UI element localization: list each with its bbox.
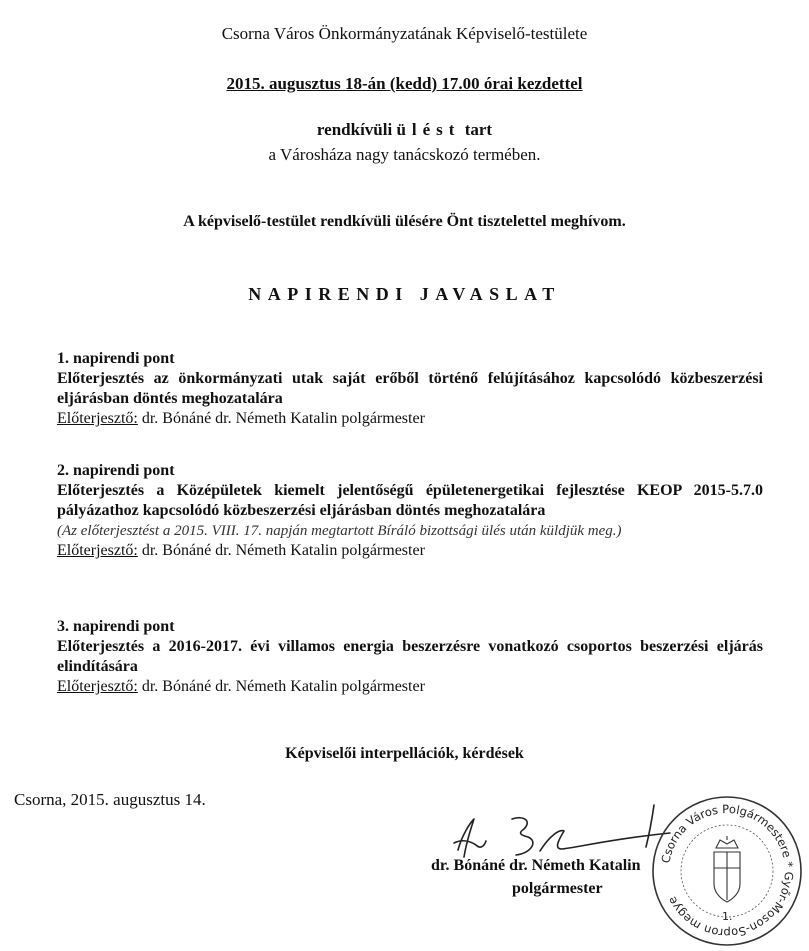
agenda-item-presenter-line [57,409,763,429]
invitation-text: A képviselő-testület rendkívüli ülésére Önt tisztelettel meghívom. [183,213,626,230]
agenda-item [57,349,763,429]
agenda-item-note: (Az előterjesztést a 2015. VIII. 17. napján megtartott Bíráló bizottsági ülés után küldjük meg.) [57,523,622,539]
organization-title: Csorna Város Önkormányzatának Képviselő-testülete [221,24,588,43]
venue: a Városháza nagy tanácskozó termében. [268,145,541,164]
presenter-label: Előterjesztő: [57,678,138,695]
session-suffix: tart [464,120,493,139]
signer-title: polgármester [512,880,603,897]
agenda-item-title: 1. napirendi pont [57,350,175,367]
agenda-item-presenter-line [57,677,763,697]
agenda-item [57,461,763,561]
signer-name: dr. Bónáné dr. Németh Katalin [431,857,641,874]
meeting-date: 2015. augusztus 18-án (kedd) 17.00 órai kezdettel [226,74,583,93]
presenter-label: Előterjesztő: [57,410,138,427]
session-prefix: rendkívüli [316,120,393,139]
session-word: ülést [396,120,461,139]
agenda-heading: NAPIRENDI JAVASLAT [248,284,561,304]
questions-item: Képviselői interpellációk, kérdések [285,745,524,762]
presenter-name: dr. Bónáné dr. Németh Katalin polgármester [141,410,425,427]
seal-text: Csorna Város Polgármestere * Győr-Moson-Sopron megye [658,801,797,941]
agenda-item-body: Előterjesztés az önkormányzati utak saját erőből történő felújításához kapcsolódó közbeszerzési eljárásban döntés meghozatalára [57,370,763,407]
presenter-name: dr. Bónáné dr. Németh Katalin polgármester [141,542,425,559]
agenda-item-presenter-line [57,541,763,561]
session-type-line [0,120,809,140]
agenda-item-title: 3. napirendi pont [57,618,175,635]
agenda-item-body: Előterjesztés a 2016-2017. évi villamos energia beszerzésre vonatkozó csoportos beszerzési eljárás elindítására [57,638,763,675]
presenter-name: dr. Bónáné dr. Németh Katalin polgármester [141,678,425,695]
official-seal-stamp [648,792,806,950]
agenda-item [57,617,763,697]
seal-number: 1. [722,910,733,923]
presenter-label: Előterjesztő: [57,542,138,559]
agenda-item-body: Előterjesztés a Középületek kiemelt jelentőségű épületenergetikai fejlesztése KEOP 2015-5.7.0 pályázathoz kapcsolódó közbeszerzési eljárásban döntés meghozatalára [57,482,763,519]
agenda-item-title: 2. napirendi pont [57,462,175,479]
place-and-date: Csorna, 2015. augusztus 14. [14,790,206,809]
